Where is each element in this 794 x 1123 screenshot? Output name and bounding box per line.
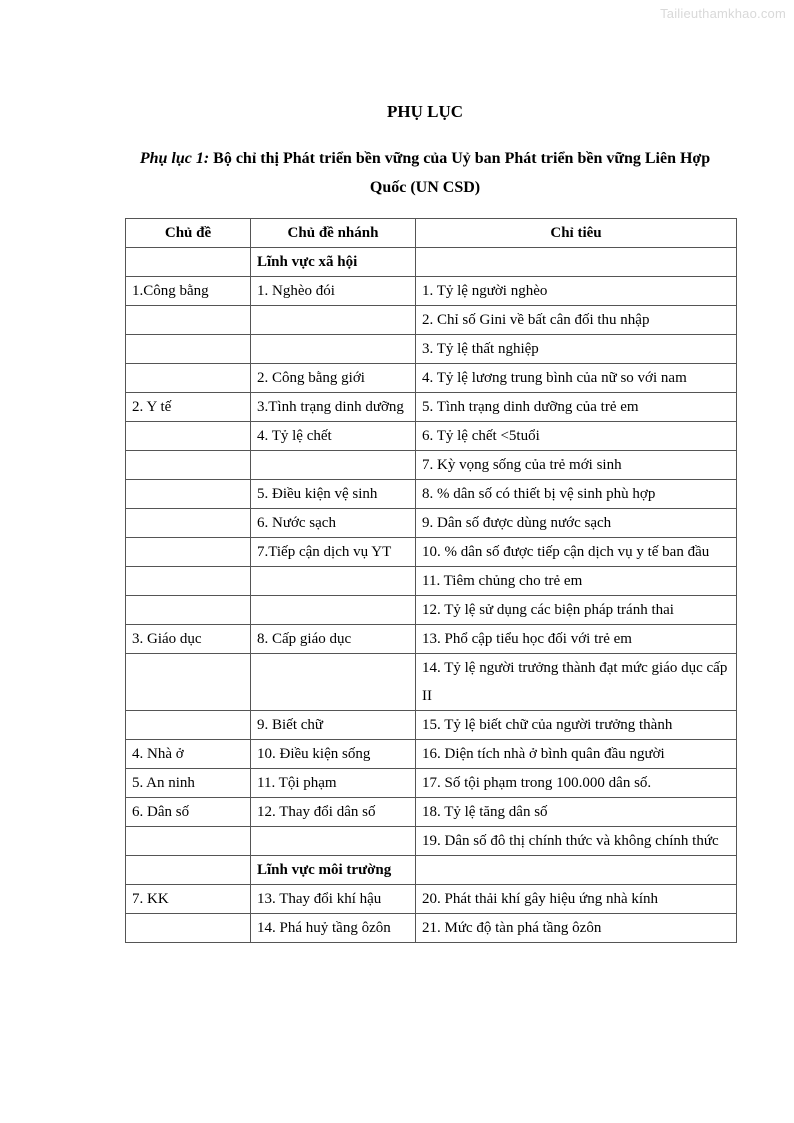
cell-topic: 1.Công bằng [126, 277, 251, 306]
cell-indicator: 16. Diện tích nhà ở bình quân đầu người [416, 740, 737, 769]
cell-subtopic: 12. Thay đổi dân số [251, 798, 416, 827]
cell-subtopic: 5. Điều kiện vệ sinh [251, 480, 416, 509]
table-row [126, 625, 737, 654]
indicator-table [125, 218, 737, 943]
table-row [126, 740, 737, 769]
cell-subtopic: 1. Nghèo đói [251, 277, 416, 306]
cell-topic [126, 914, 251, 943]
cell-indicator: 15. Tỷ lệ biết chữ của người trưởng thành [416, 711, 737, 740]
watermark: Tailieuthamkhao.com [660, 6, 786, 21]
table-header-row [126, 219, 737, 248]
table-body [126, 248, 737, 943]
cell-subtopic: 4. Tỷ lệ chết [251, 422, 416, 451]
table-row [126, 914, 737, 943]
appendix-label: Phụ lục 1: [139, 150, 210, 167]
cell-indicator [416, 856, 737, 885]
table-row [126, 277, 737, 306]
cell-subtopic: 13. Thay đổi khí hậu [251, 885, 416, 914]
table-row [126, 422, 737, 451]
cell-topic [126, 306, 251, 335]
cell-subtopic [251, 596, 416, 625]
cell-indicator: 12. Tỷ lệ sử dụng các biện pháp tránh thai [416, 596, 737, 625]
cell-indicator: 2. Chỉ số Gini về bất cân đối thu nhập [416, 306, 737, 335]
table-row [126, 798, 737, 827]
cell-indicator: 21. Mức độ tàn phá tầng ôzôn [416, 914, 737, 943]
cell-topic [126, 509, 251, 538]
table-row [126, 827, 737, 856]
cell-topic [126, 335, 251, 364]
cell-topic: 3. Giáo dục [126, 625, 251, 654]
header-subtopic: Chủ đề nhánh [251, 219, 416, 248]
cell-subtopic [251, 827, 416, 856]
table-row [126, 509, 737, 538]
cell-indicator: 8. % dân số có thiết bị vệ sinh phù hợp [416, 480, 737, 509]
cell-topic: 2. Y tế [126, 393, 251, 422]
cell-topic: 7. KK [126, 885, 251, 914]
cell-indicator: 19. Dân số đô thị chính thức và không chính thức [416, 827, 737, 856]
cell-indicator: 18. Tỷ lệ tăng dân số [416, 798, 737, 827]
cell-indicator: 20. Phát thải khí gây hiệu ứng nhà kính [416, 885, 737, 914]
cell-indicator: 9. Dân số được dùng nước sạch [416, 509, 737, 538]
cell-topic [126, 856, 251, 885]
cell-topic [126, 827, 251, 856]
cell-topic [126, 422, 251, 451]
cell-subtopic: 11. Tội phạm [251, 769, 416, 798]
cell-subtopic [251, 567, 416, 596]
cell-subtopic: 6. Nước sạch [251, 509, 416, 538]
table-row [126, 538, 737, 567]
cell-indicator: 3. Tỷ lệ thất nghiệp [416, 335, 737, 364]
cell-indicator: 13. Phổ cập tiểu học đối với trẻ em [416, 625, 737, 654]
table-row [126, 654, 737, 711]
cell-topic: 6. Dân số [126, 798, 251, 827]
cell-topic [126, 538, 251, 567]
cell-subtopic: 7.Tiếp cận dịch vụ YT [251, 538, 416, 567]
cell-subtopic: 2. Công bằng giới [251, 364, 416, 393]
table-row [126, 306, 737, 335]
cell-subtopic [251, 654, 416, 711]
cell-topic [126, 480, 251, 509]
cell-topic: 4. Nhà ở [126, 740, 251, 769]
cell-indicator: 6. Tỷ lệ chết <5tuổi [416, 422, 737, 451]
section-row [126, 248, 737, 277]
page-heading: PHỤ LỤC [386, 102, 464, 121]
table-row [126, 451, 737, 480]
cell-subtopic: 3.Tình trạng dinh dưỡng [251, 393, 416, 422]
cell-indicator: 7. Kỳ vọng sống của trẻ mới sinh [416, 451, 737, 480]
cell-indicator: 14. Tỷ lệ người trưởng thành đạt mức giáo dục cấp II [416, 654, 737, 711]
cell-subtopic: 10. Điều kiện sống [251, 740, 416, 769]
header-indicator: Chỉ tiêu [416, 219, 737, 248]
cell-subtopic [251, 306, 416, 335]
cell-topic [126, 364, 251, 393]
cell-subtopic: Lĩnh vực môi trường [251, 856, 416, 885]
cell-indicator: 1. Tỷ lệ người nghèo [416, 277, 737, 306]
appendix-text: Bộ chỉ thị Phát triển bền vững của Uỷ ban Phát triển bền vững Liên Hợp Quốc (UN CSD) [213, 150, 711, 196]
appendix-title [120, 144, 730, 202]
cell-topic [126, 451, 251, 480]
table-row [126, 393, 737, 422]
cell-subtopic [251, 335, 416, 364]
section-row [126, 856, 737, 885]
cell-indicator: 10. % dân số được tiếp cận dịch vụ y tế ban đầu [416, 538, 737, 567]
cell-topic: 5. An ninh [126, 769, 251, 798]
cell-subtopic: Lĩnh vực xã hội [251, 248, 416, 277]
cell-indicator [416, 248, 737, 277]
table-row [126, 567, 737, 596]
cell-indicator: 17. Số tội phạm trong 100.000 dân số. [416, 769, 737, 798]
table-row [126, 480, 737, 509]
cell-topic [126, 654, 251, 711]
cell-subtopic [251, 451, 416, 480]
cell-topic [126, 596, 251, 625]
cell-topic [126, 711, 251, 740]
cell-subtopic: 8. Cấp giáo dục [251, 625, 416, 654]
table-row [126, 711, 737, 740]
cell-subtopic: 14. Phá huỷ tầng ôzôn [251, 914, 416, 943]
cell-indicator: 11. Tiêm chủng cho trẻ em [416, 567, 737, 596]
table-row [126, 596, 737, 625]
cell-subtopic: 9. Biết chữ [251, 711, 416, 740]
cell-indicator: 5. Tình trạng dinh dưỡng của trẻ em [416, 393, 737, 422]
table-row [126, 335, 737, 364]
table-row [126, 364, 737, 393]
cell-indicator: 4. Tỷ lệ lương trung bình của nữ so với nam [416, 364, 737, 393]
table-row [126, 885, 737, 914]
table-row [126, 769, 737, 798]
cell-topic [126, 567, 251, 596]
cell-topic [126, 248, 251, 277]
header-topic: Chủ đề [126, 219, 251, 248]
